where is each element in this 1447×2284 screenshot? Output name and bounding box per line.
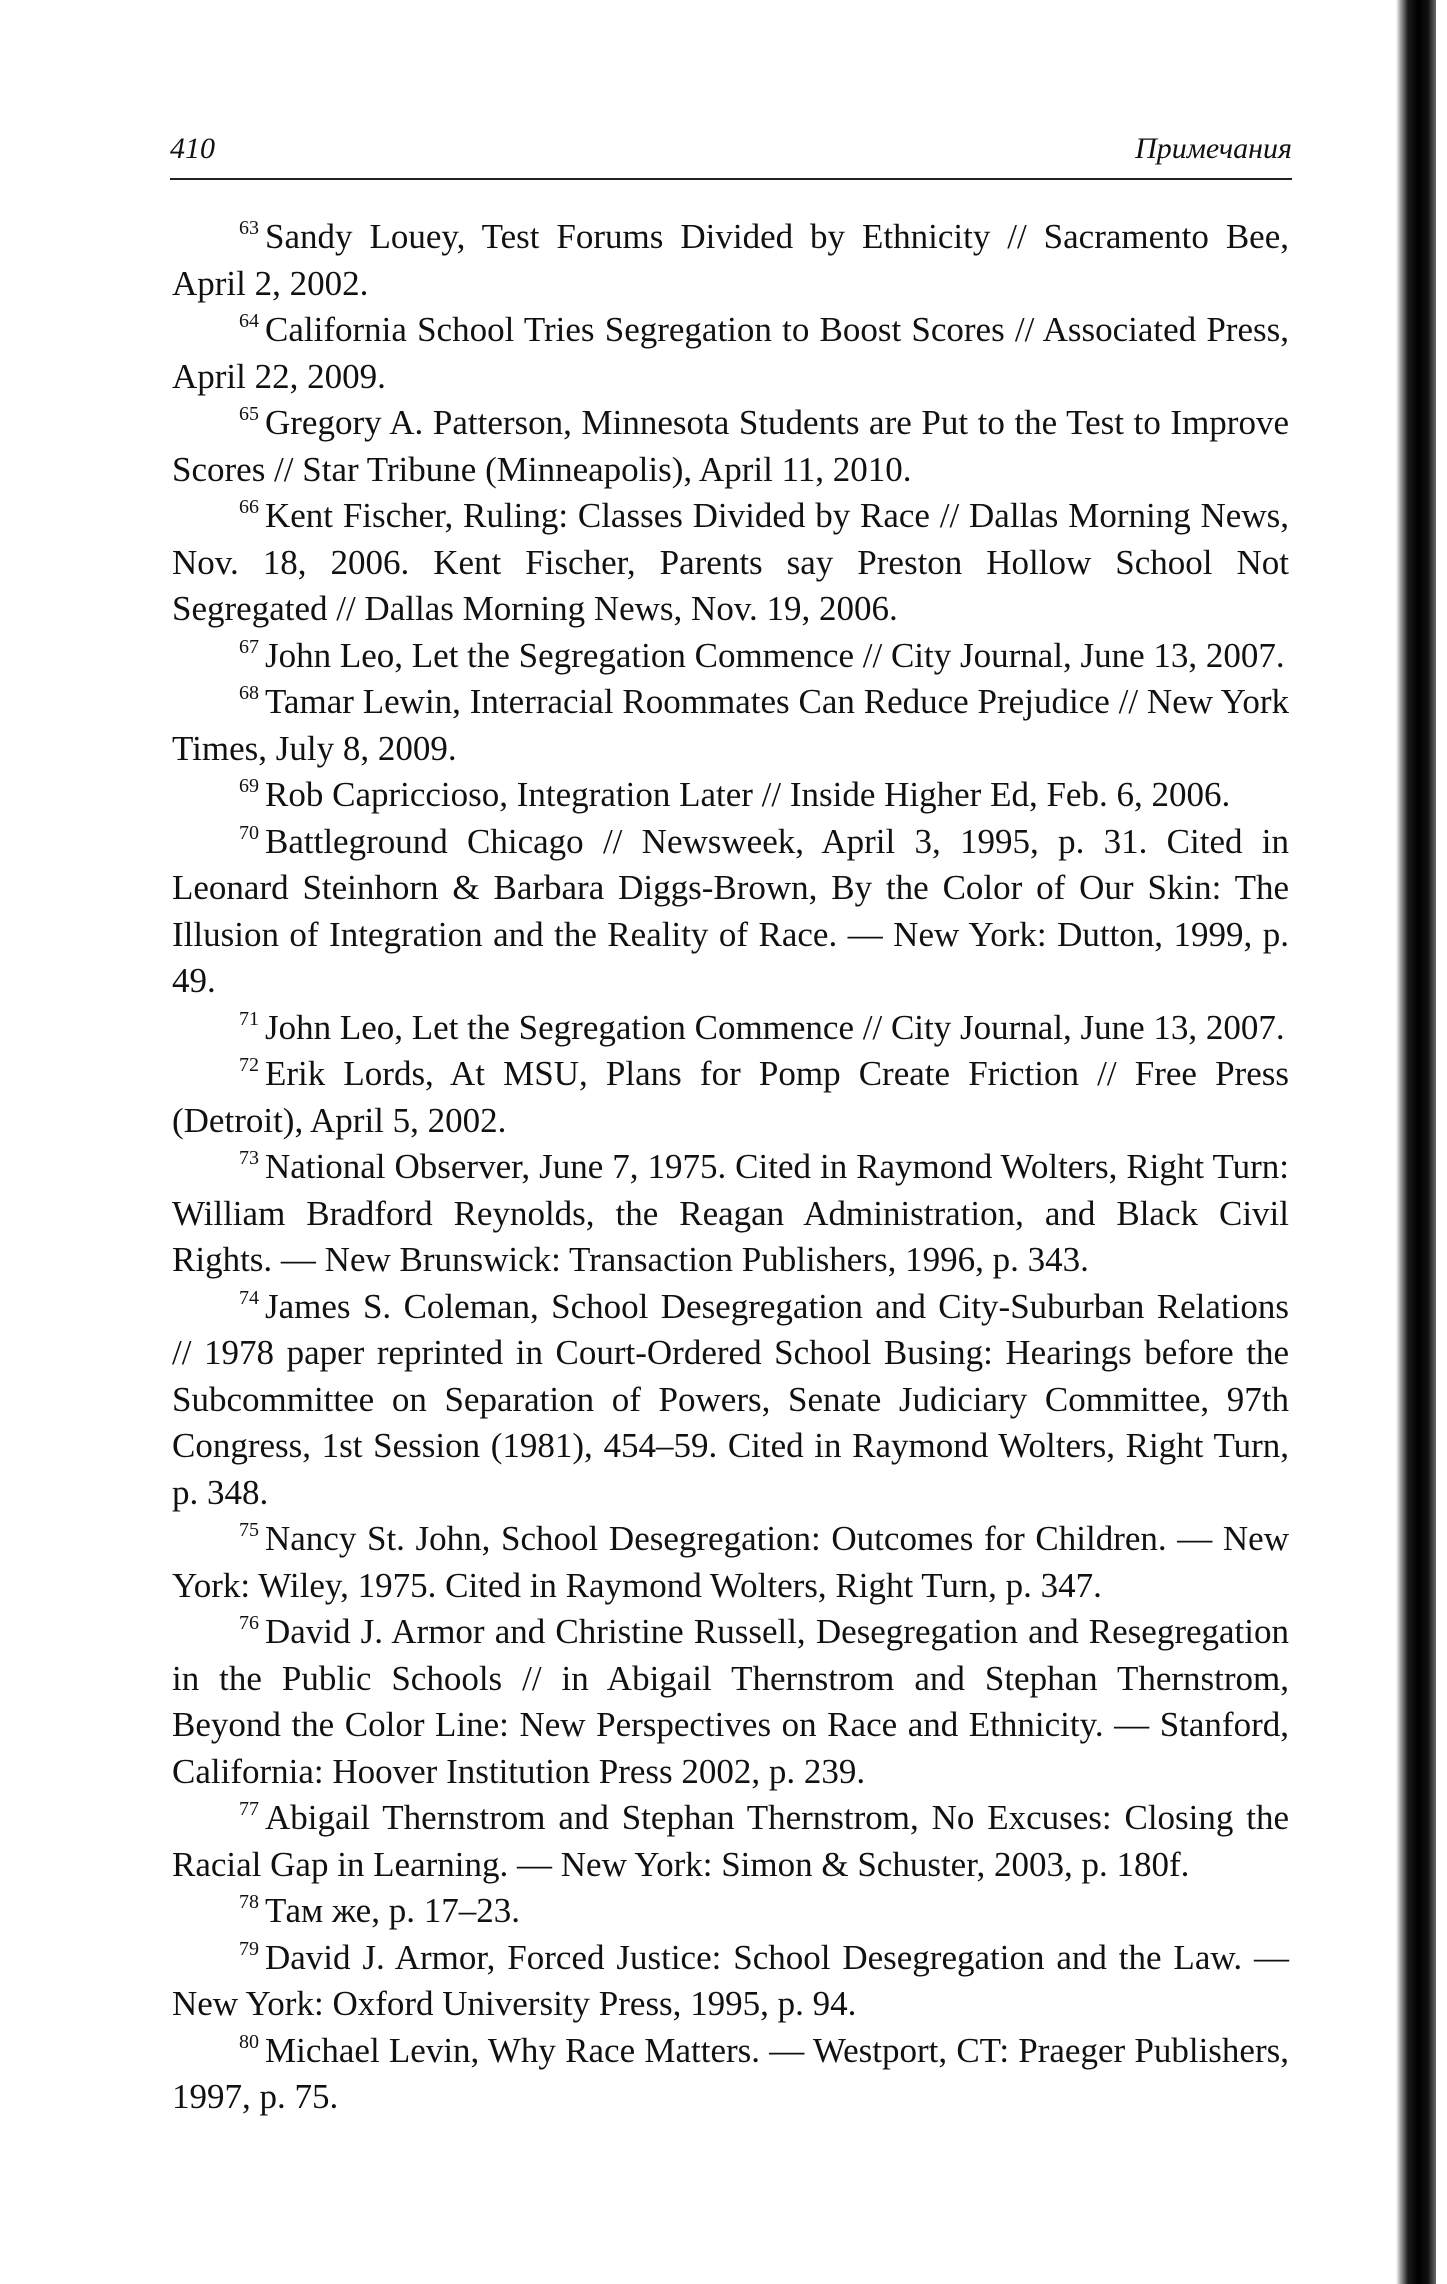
endnote	[172, 633, 1289, 680]
note-text: James S. Coleman, School Desegregation and City-Suburban Relations // 1978 paper reprinted in Court-Ordered School Busing: Hearings before the Subcommittee on Separation of Powers, Senate Judiciary Committee, 97th Congress, 1st Session (1981), 454–59. Cited in Raymond Wolters, Right Turn, p. 348.	[172, 1286, 1289, 1512]
note-text: David J. Armor, Forced Justice: School Desegregation and the Law. — New York: Oxford University Press, 1995, p. 94.	[172, 1937, 1289, 2023]
note-text: Battleground Chicago // Newsweek, April 3, 1995, p. 31. Cited in Leonard Steinhorn & Barbara Diggs-Brown, By the Color of Our Skin: The Illusion of Integration and the Reality of Race. — New York: Dutton, 1999, p. 49.	[172, 821, 1289, 1000]
note-text: Rob Capriccioso, Integration Later // Inside Higher Ed, Feb. 6, 2006.	[265, 775, 1231, 814]
note-number: 72	[239, 1054, 259, 1076]
note-text: Nancy St. John, School Desegregation: Outcomes for Children. — New York: Wiley, 1975. Cited in Raymond Wolters, Right Turn, p. 347.	[172, 1519, 1289, 1605]
page-header	[170, 128, 1292, 180]
endnote	[172, 772, 1289, 819]
note-number: 69	[239, 775, 259, 797]
endnote	[172, 307, 1289, 400]
note-number: 74	[239, 1286, 259, 1309]
note-number: 70	[239, 821, 259, 844]
endnote	[172, 1051, 1289, 1144]
endnote	[172, 1005, 1289, 1052]
endnote	[172, 214, 1289, 307]
note-number: 78	[239, 1891, 259, 1913]
endnote	[172, 1516, 1289, 1609]
endnote	[172, 400, 1289, 493]
note-text: Tamar Lewin, Interracial Roommates Can Reduce Prejudice // New York Times, July 8, 2009.	[172, 682, 1289, 768]
note-number: 71	[239, 1007, 259, 1030]
page-number: 410	[170, 132, 215, 165]
note-number: 65	[239, 403, 259, 425]
note-number: 63	[239, 217, 259, 239]
note-text: David J. Armor and Christine Russell, Desegregation and Resegregation in the Public Schools // in Abigail Thernstrom and Stephan Thernstrom, Beyond the Color Line: New Perspectives on Race and Ethnicity. — Stanford, California: Hoover Institution Press 2002, p. 239.	[172, 1612, 1289, 1791]
note-number: 80	[239, 2030, 259, 2053]
note-number: 66	[239, 496, 259, 518]
note-number: 64	[239, 310, 259, 332]
note-text: Sandy Louey, Test Forums Divided by Ethnicity // Sacramento Bee, April 2, 2002.	[172, 217, 1289, 303]
endnote	[172, 1795, 1289, 1888]
note-text: Gregory A. Patterson, Minnesota Students are Put to the Test to Improve Scores // Star Tribune (Minneapolis), April 11, 2010.	[172, 403, 1289, 489]
endnote	[172, 819, 1289, 1005]
note-text: Kent Fischer, Ruling: Classes Divided by Race // Dallas Morning News, Nov. 18, 2006. Kent Fischer, Parents say Preston Hollow School Not Segregated // Dallas Morning News, Nov. 19, 2006.	[172, 496, 1289, 628]
scanned-page-edge	[1396, 0, 1436, 2284]
endnote	[172, 1144, 1289, 1284]
note-text: Abigail Thernstrom and Stephan Thernstrom, No Excuses: Closing the Racial Gap in Learning. — New York: Simon & Schuster, 2003, p. 180f.	[172, 1798, 1289, 1884]
endnote	[172, 1284, 1289, 1517]
endnotes-list	[172, 214, 1289, 2121]
note-text: John Leo, Let the Segregation Commence // City Journal, June 13, 2007.	[265, 1007, 1285, 1047]
endnote	[172, 2028, 1289, 2121]
note-number: 79	[239, 1937, 259, 1960]
endnote	[172, 1609, 1289, 1795]
note-number: 77	[239, 1798, 259, 1820]
note-text: Там же, p. 17–23.	[265, 1891, 520, 1930]
endnote	[172, 493, 1289, 633]
note-text: John Leo, Let the Segregation Commence // City Journal, June 13, 2007.	[265, 635, 1285, 675]
note-number: 76	[239, 1612, 259, 1634]
note-number: 68	[239, 682, 259, 704]
running-title: Примечания	[1135, 132, 1292, 165]
endnote	[172, 1888, 1289, 1935]
note-text: National Observer, June 7, 1975. Cited in Raymond Wolters, Right Turn: William Bradford Reynolds, the Reagan Administration, and Black Civil Rights. — New Brunswick: Transaction Publishers, 1996, p. 343.	[172, 1147, 1289, 1279]
note-number: 73	[239, 1147, 259, 1169]
note-text: California School Tries Segregation to Boost Scores // Associated Press, April 22, 2009.	[172, 310, 1289, 396]
endnote	[172, 679, 1289, 772]
endnote	[172, 1935, 1289, 2028]
note-text: Michael Levin, Why Race Matters. — Westport, CT: Praeger Publishers, 1997, p. 75.	[172, 2030, 1289, 2116]
note-number: 67	[239, 635, 259, 658]
note-number: 75	[239, 1519, 259, 1541]
note-text: Erik Lords, At MSU, Plans for Pomp Create Friction // Free Press (Detroit), April 5, 2002.	[172, 1054, 1289, 1140]
